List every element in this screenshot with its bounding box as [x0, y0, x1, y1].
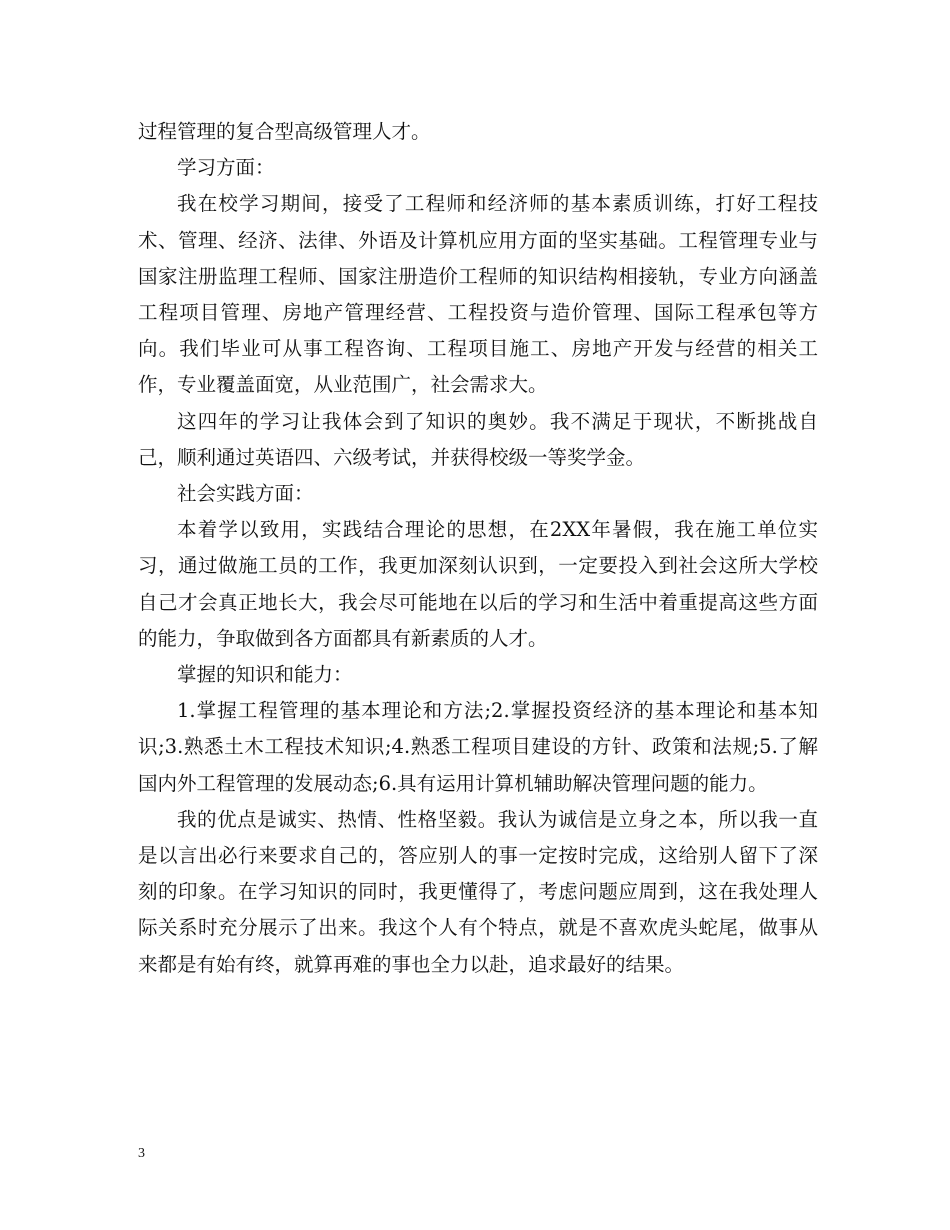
paragraph-internship: 本着学以致用，实践结合理论的思想，在2XX年暑假，我在施工单位实习，通过做施工员的工作，我更加深刻认识到，一定要投入到社会这所大学校自己才会真正地长大，我会尽可能地在以后的学习和生活中着重提高这些方面的能力，争取做到各方面都具有新素质的人才。 [138, 518, 818, 650]
paragraph-1: 过程管理的复合型高级管理人才。 [138, 120, 431, 143]
paragraph-strengths: 我的优点是诚实、热情、性格坚毅。我认为诚信是立身之本，所以我一直是以言出必行来要求自己的，答应别人的事一定按时完成，这给别人留下了深刻的印象。在学习知识的同时，我更懂得了，考虑问题应周到，这在我处理人际关系时充分展示了出来。我这个人有个特点，就是不喜欢虎头蛇尾，做事从来都是有始有终，就算再难的事也全力以赴，追求最好的结果。 [138, 807, 818, 976]
heading-study: 学习方面： [177, 156, 275, 180]
page-number: 3 [138, 1146, 145, 1161]
paragraph-four-years: 这四年的学习让我体会到了知识的奥妙。我不满足于现状，不断挑战自己，顺利通过英语四、六级考试，并获得校级一等奖学金。 [138, 409, 818, 469]
document-body [138, 114, 818, 983]
paragraph-study-detail: 我在校学习期间，接受了工程师和经济师的基本素质训练，打好工程技术、管理、经济、法律、外语及计算机应用方面的坚实基础。工程管理专业与国家注册监理工程师、国家注册造价工程师的知识结构相接轨，专业方向涵盖工程项目管理、房地产管理经营、工程投资与造价管理、国际工程承包等方向。我们毕业可从事工程咨询、工程项目施工、房地产开发与经营的相关工作，专业覆盖面宽，从业范围广，社会需求大。 [138, 192, 818, 397]
heading-social-practice: 社会实践方面： [177, 482, 314, 506]
heading-knowledge-ability: 掌握的知识和能力： [177, 663, 353, 687]
paragraph-knowledge-list: 1.掌握工程管理的基本理论和方法;2.掌握投资经济的基本理论和基本知识;3.熟悉土木工程技术知识;4.熟悉工程项目建设的方针、政策和法规;5.了解国内外工程管理的发展动态;6.具有运用计算机辅助解决管理问题的能力。 [138, 699, 818, 795]
